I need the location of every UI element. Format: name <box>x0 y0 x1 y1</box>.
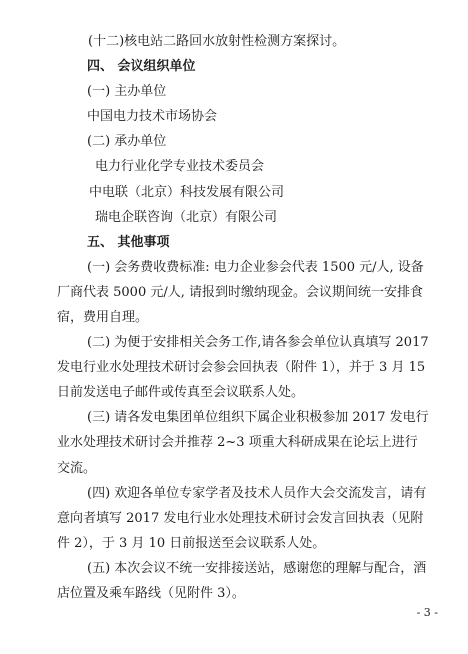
organizer-name-3: 瑞电企联咨询（北京）有限公司 <box>95 210 278 225</box>
paragraph-3-line-2: 业水处理技术研讨会并推荐 2~3 项重大科研成果在论坛上进行 <box>57 435 418 450</box>
paragraph-4-line-3: 件 2），于 3 月 10 日前报送至会议联系人处。 <box>57 536 326 551</box>
paragraph-2-line-3: 日前发送电子邮件或传真至会议联系人处。 <box>57 385 305 400</box>
paragraph-2-line-1: (二) 为便于安排相关会务工作,请各参会单位认真填写 2017 <box>87 335 429 350</box>
paragraph-4-line-2: 意向者填写 2017 发电行业水处理技术研讨会发言回执表（见附 <box>57 511 424 526</box>
host-name: 中国电力技术市场协会 <box>87 109 218 124</box>
paragraph-2-line-2: 发电行业水处理技术研讨会参会回执表（附件 1），并于 3 月 15 <box>57 360 426 375</box>
paragraph-1-line-1: (一) 会务费收费标准: 电力企业参会代表 1500 元/人, 设备 <box>87 260 424 275</box>
organizer-name-2: 中电联（北京）科技发展有限公司 <box>89 185 285 200</box>
paragraph-1-line-2: 厂商代表 5000 元/人, 请报到时缴纳现金。会议期间统一安排食 <box>57 285 423 300</box>
paragraph-3-line-1: (三) 请各发电集团单位组织下属企业积极参加 2017 发电行 <box>87 410 429 425</box>
paragraph-4-line-1: (四) 欢迎各单位专家学者及技术人员作大会交流发言，请有 <box>87 486 427 501</box>
paragraph-1-line-3: 宿，费用自理。 <box>57 310 149 325</box>
paragraph-3-line-3: 交流。 <box>57 461 97 476</box>
paragraph-5-line-2: 店位置及乘车路线（见附件 3）。 <box>57 586 245 601</box>
section-four-heading: 四、 会议组织单位 <box>87 59 196 74</box>
organizer-name-1: 电力行业化学专业技术委员会 <box>95 159 265 174</box>
page-number: - 3 - <box>416 606 438 619</box>
paragraph-5-line-1: (五) 本次会议不统一安排接送站，感谢您的理解与配合，酒 <box>87 561 427 576</box>
section-five-heading: 五、 其他事项 <box>87 235 170 250</box>
host-label: (一) 主办单位 <box>87 84 167 99</box>
item-twelve: (十二)核电站二路回水放射性检测方案探讨。 <box>88 34 346 49</box>
organizer-label: (二) 承办单位 <box>87 134 167 149</box>
